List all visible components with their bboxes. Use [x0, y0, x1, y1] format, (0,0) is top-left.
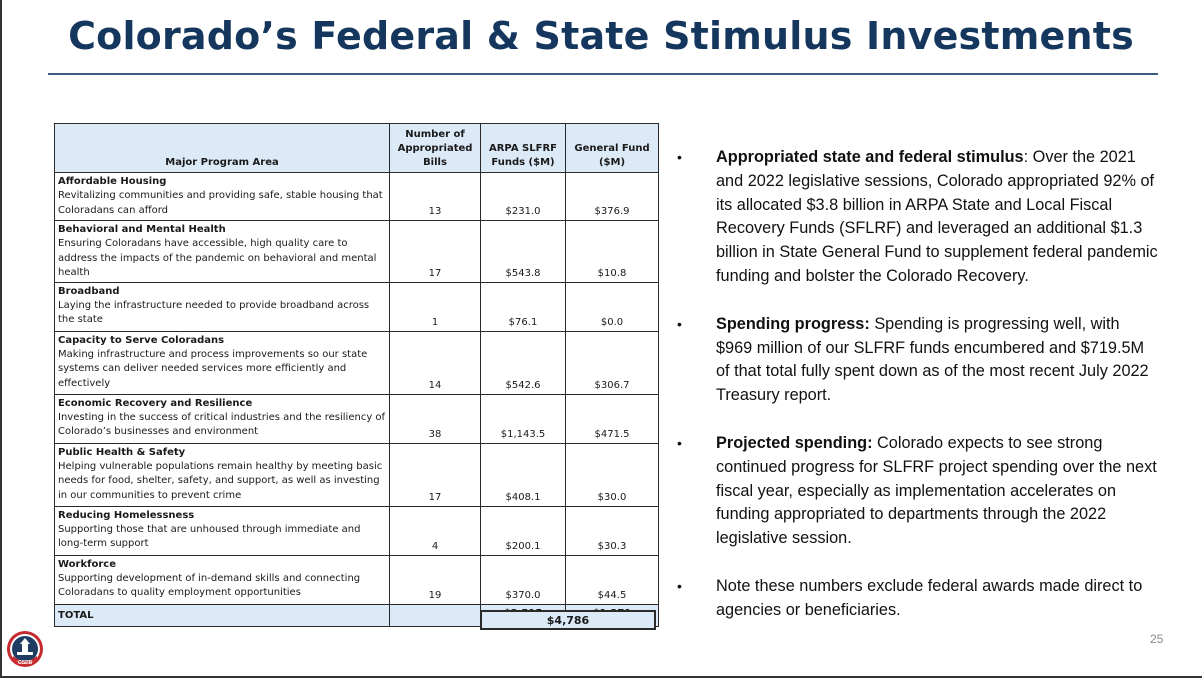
page-number: 25 [1150, 632, 1164, 646]
bullet-dot-icon: • [677, 149, 682, 165]
program-description: Investing in the success of critical industries and the resiliency of Colorado’s businesses and environment [58, 411, 386, 438]
bullet-heading: Appropriated state and federal stimulus [716, 148, 1024, 166]
bills-cell: 14 [390, 331, 481, 394]
bullet-item [676, 575, 1160, 623]
header-program-area: Major Program Area [55, 124, 390, 173]
bullet-text: Note these numbers exclude federal awards made direct to agencies or beneficiaries. [716, 576, 1143, 619]
logo-text: OSPB [17, 660, 33, 666]
program-description: Supporting those that are unhoused through immediate and long-term support [58, 523, 361, 550]
bills-cell: 13 [390, 173, 481, 221]
bullet-dot-icon: • [677, 434, 682, 451]
bills-cell: 17 [390, 221, 481, 283]
bullet-text: : Over the 2021 and 2022 legislative sessions, Colorado appropriated 92% of its allocated $3.8 billion in ARPA State and Local Fiscal Recovery Funds (SFLRF) and leveraged an additional $1.3 billion in State General Fund to supplement federal pandemic funding and bolster the Colorado Recovery. [716, 148, 1158, 285]
program-description: Making infrastructure and process improvements so our state systems can deliver needed services more efficiently and effectively [58, 348, 368, 389]
bullet-item [676, 146, 1160, 289]
header-bills: Number of Appropriated Bills [390, 124, 481, 173]
program-cell [55, 173, 390, 221]
arpa-cell: $542.6 [481, 331, 566, 394]
table-body [55, 173, 659, 605]
general-fund-cell: $0.0 [566, 282, 659, 331]
program-name: Capacity to Serve Coloradans [58, 334, 225, 346]
arpa-cell: $543.8 [481, 221, 566, 283]
program-cell [55, 443, 390, 506]
program-cell [55, 394, 390, 443]
bullet-heading: Spending progress: [716, 314, 870, 333]
general-fund-cell: $306.7 [566, 331, 659, 394]
program-cell [55, 506, 390, 555]
total-label: TOTAL [55, 604, 390, 626]
arpa-cell: $370.0 [481, 555, 566, 604]
arpa-cell: $76.1 [481, 282, 566, 331]
program-cell [55, 282, 390, 331]
arpa-cell: $1,143.5 [481, 394, 566, 443]
program-description: Laying the infrastructure needed to provide broadband across the state [58, 299, 370, 326]
program-name: Reducing Homelessness [58, 509, 195, 521]
table-row [55, 173, 659, 221]
arpa-cell: $200.1 [481, 506, 566, 555]
bills-cell: 1 [390, 282, 481, 331]
program-name: Behavioral and Mental Health [58, 224, 226, 235]
general-fund-cell: $30.0 [566, 443, 659, 506]
table-row [55, 555, 659, 604]
program-name: Broadband [58, 285, 120, 297]
program-cell [55, 221, 390, 283]
general-fund-cell: $376.9 [566, 173, 659, 221]
title-divider [48, 73, 1158, 75]
bullet-text: Colorado expects to see strong continued progress for SLFRF project spending over the next fiscal year, especially as implementation accelerates on funding appropriated to departments through the 2022 legislative session. [716, 433, 1157, 548]
program-cell [55, 555, 390, 604]
header-arpa: ARPA SLFRF Funds ($M) [481, 124, 566, 173]
general-fund-cell: $10.8 [566, 221, 659, 283]
general-fund-cell: $471.5 [566, 394, 659, 443]
arpa-cell: $408.1 [481, 443, 566, 506]
general-fund-cell: $30.3 [566, 506, 659, 555]
bills-cell: 19 [390, 555, 481, 604]
program-name: Public Health & Safety [58, 446, 186, 458]
table-row [55, 282, 659, 331]
program-description: Supporting development of in-demand skills and connecting Coloradans to quality employment opportunities [58, 572, 361, 599]
arpa-cell: $231.0 [481, 173, 566, 221]
bills-cell: 38 [390, 394, 481, 443]
bullet-item [676, 432, 1160, 551]
program-description: Ensuring Coloradans have accessible, high quality care to address the impacts of the pandemic on behavioral and mental health [58, 238, 377, 279]
program-description: Revitalizing communities and providing safe, stable housing that Coloradans can afford [58, 190, 383, 216]
ospb-logo-icon [6, 630, 44, 668]
program-name: Affordable Housing [58, 176, 167, 187]
table-row [55, 221, 659, 283]
total-bills [390, 604, 481, 626]
program-description: Helping vulnerable populations remain healthy by meeting basic needs for food, shelter, safety, and support, as well as investing in our communities to prevent crime [58, 460, 383, 501]
bills-cell: 4 [390, 506, 481, 555]
table-row [55, 331, 659, 394]
program-cell [55, 331, 390, 394]
bills-cell: 17 [390, 443, 481, 506]
general-fund-cell: $44.5 [566, 555, 659, 604]
bullet-dot-icon: • [677, 315, 682, 332]
table-row [55, 394, 659, 443]
table-row [55, 443, 659, 506]
bullet-item [676, 313, 1160, 408]
bullet-heading: Projected spending: [716, 433, 873, 452]
table-row [55, 506, 659, 555]
stimulus-table [54, 123, 659, 627]
slide-title: Colorado’s Federal & State Stimulus Investments [68, 14, 1134, 58]
grand-total: $4,786 [480, 610, 656, 630]
program-name: Workforce [58, 558, 116, 570]
bullet-text: Spending is progressing well, with $969 million of our SLFRF funds encumbered and $719.5M of that total fully spent down as of the most recent July 2022 Treasury report. [716, 314, 1149, 405]
bullet-list [676, 146, 1160, 647]
header-general-fund: General Fund ($M) [566, 124, 659, 173]
bullet-dot-icon: • [677, 577, 682, 594]
program-name: Economic Recovery and Resilience [58, 397, 253, 409]
